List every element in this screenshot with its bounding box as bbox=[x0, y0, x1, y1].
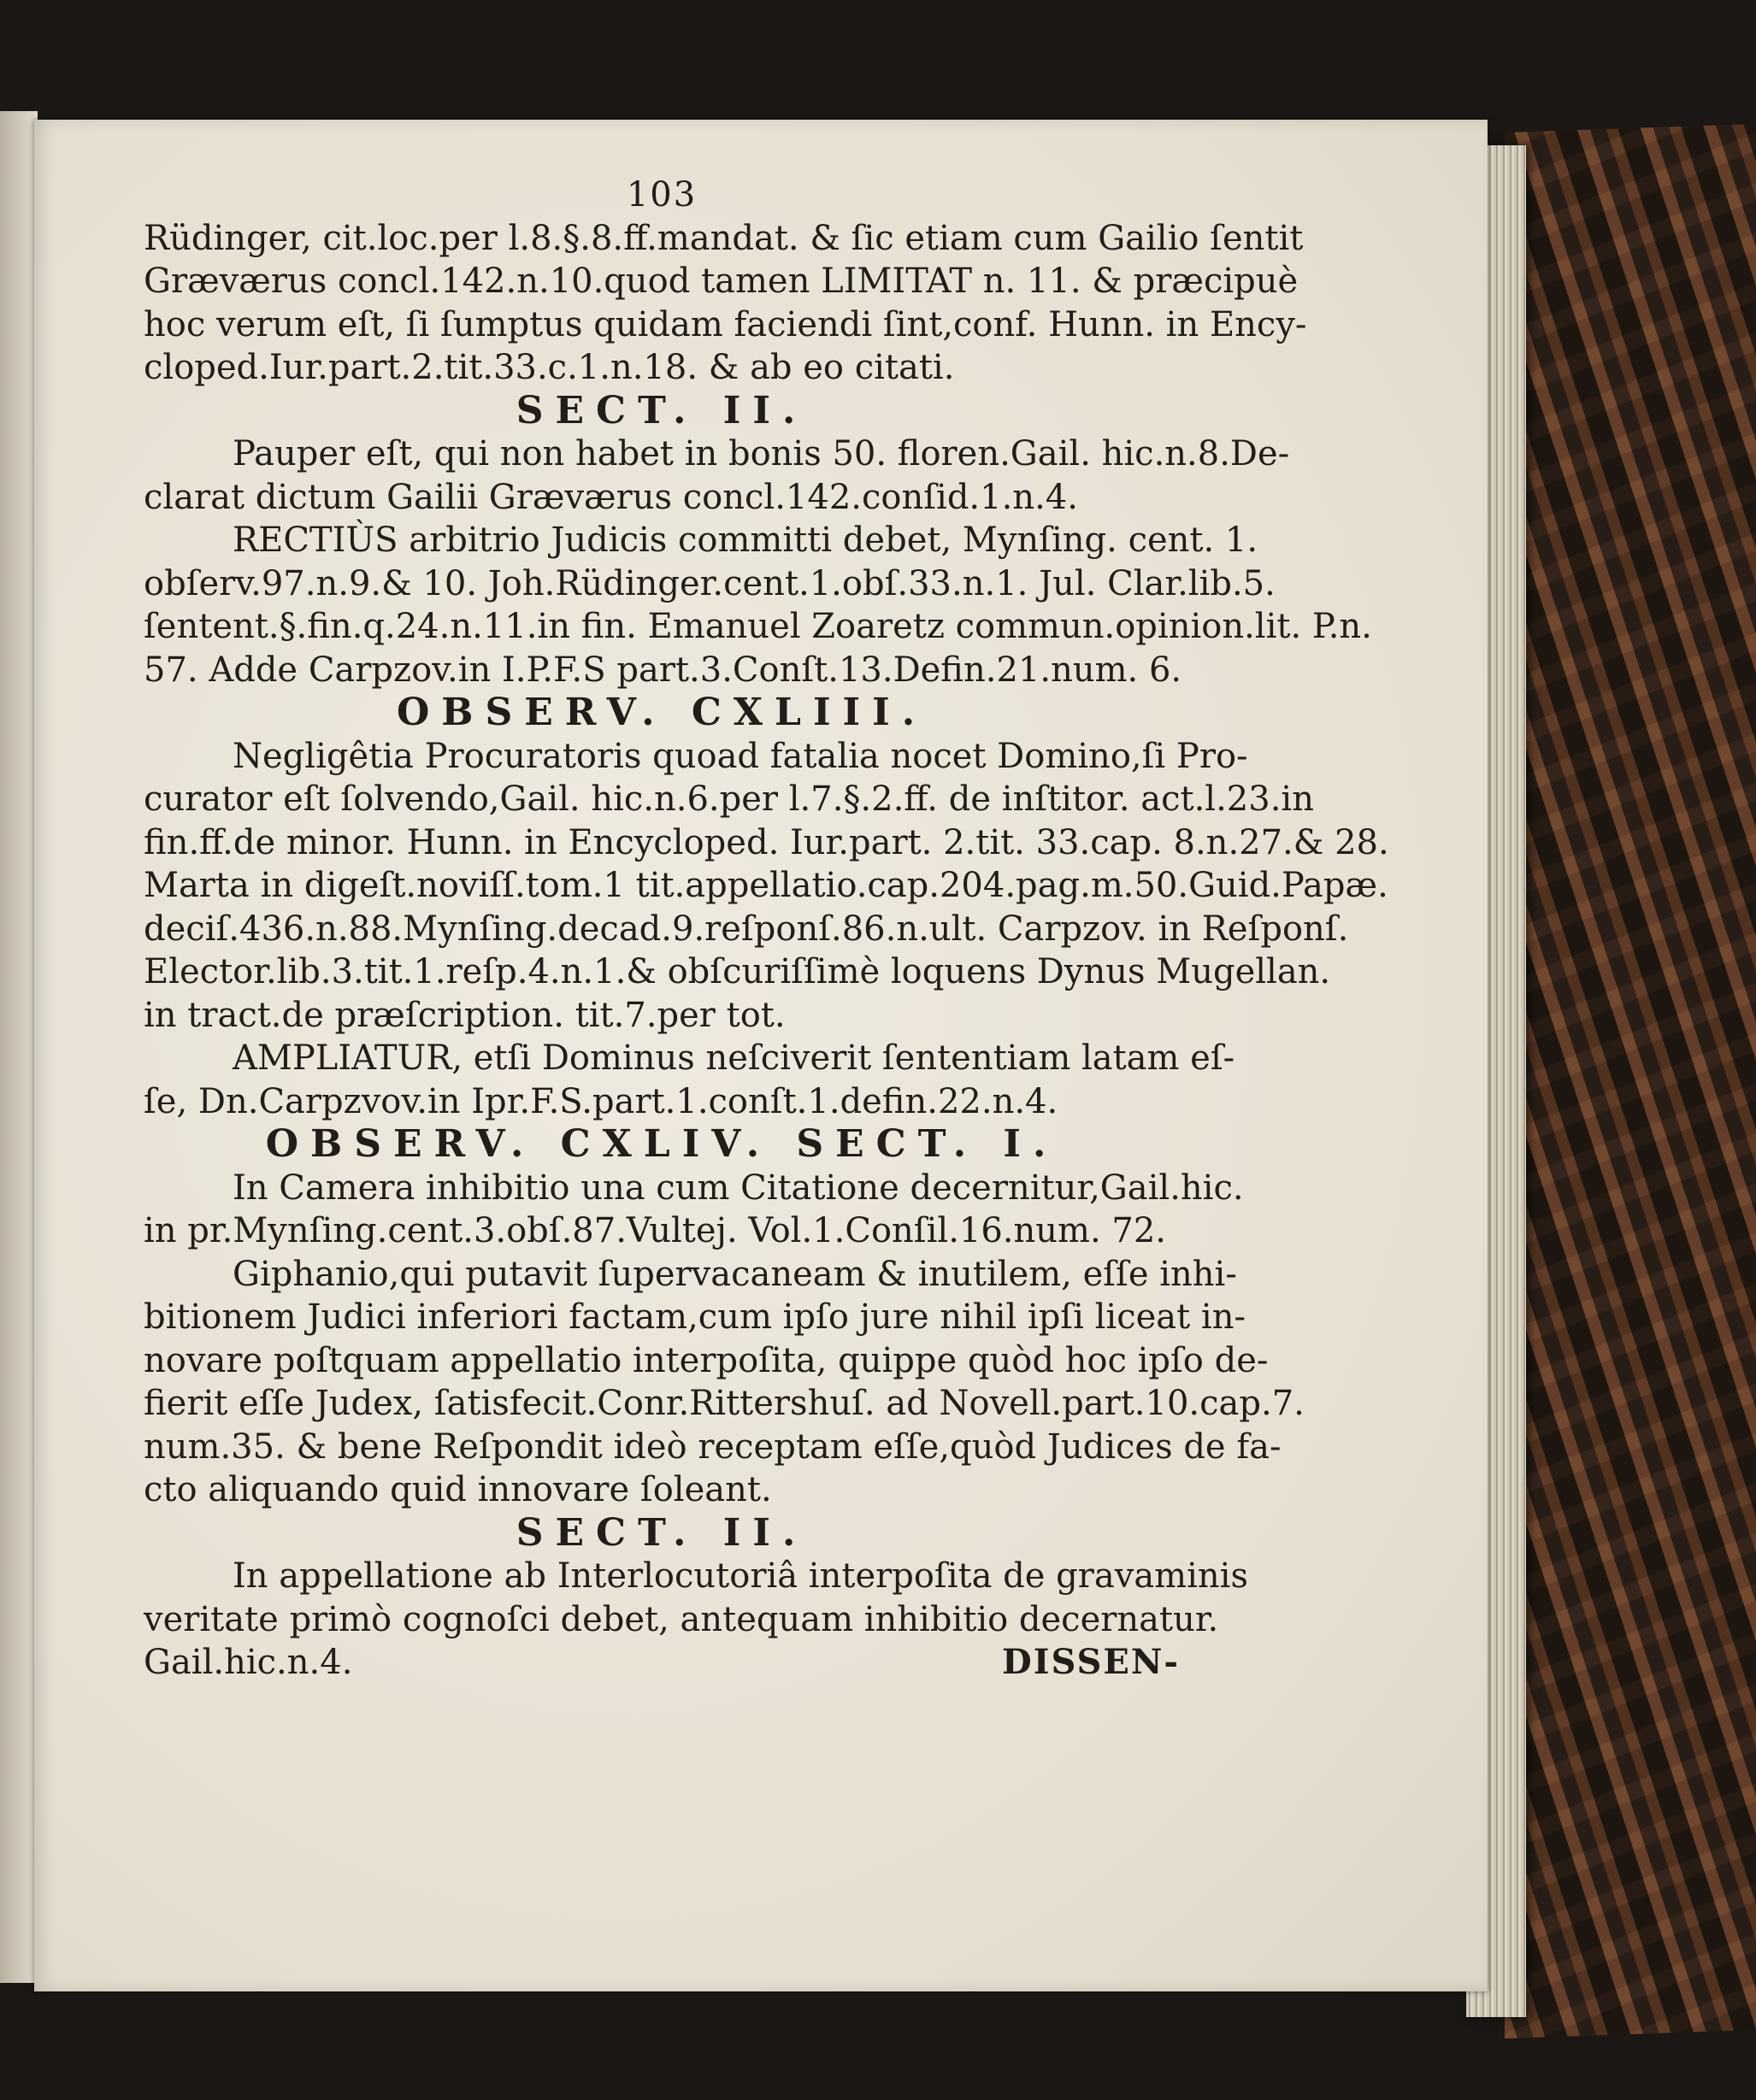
last-line bbox=[144, 1641, 1180, 1685]
text-line: veritate primò cognoſci debet, antequam inhibitio decernatur. bbox=[144, 1599, 1219, 1639]
text-line: fierit eſſe Judex, ſatisfecit.Conr.Rittershuſ. ad Novell.part.10.cap.7. bbox=[144, 1384, 1305, 1423]
text-line: Giphanio,qui putavit ſupervacaneam & inutilem, eſſe inhi- bbox=[233, 1254, 1237, 1294]
text-line: ſentent.§.fin.q.24.n.11.in fin. Emanuel Zoaretz commun.opinion.lit. P.n. bbox=[144, 607, 1372, 646]
text-line: clarat dictum Gailii Græværus concl.142.conſid.1.n.4. bbox=[144, 477, 1078, 517]
text-line: bitionem Judici inferiori factam,cum ipſo jure nihil ipſi liceat in- bbox=[144, 1297, 1246, 1337]
text-line: RECTIÙS arbitrio Judicis committi debet, Mynſing. cent. 1. bbox=[233, 521, 1258, 560]
text-line: In Camera inhibitio una cum Citatione decernitur,Gail.hic. bbox=[233, 1168, 1244, 1208]
text-line: Græværus concl.142.n.10.quod tamen LIMITAT n. 11. & præcipuè bbox=[144, 262, 1299, 301]
text-line: curator eſt ſolvendo,Gail. hic.n.6.per l.7.§.2.ff. de inſtitor. act.l.23.in bbox=[144, 779, 1314, 819]
text-line: cloped.Iur.part.2.tit.33.c.1.n.18. & ab eo citati. bbox=[144, 348, 955, 387]
catchword: DISSEN- bbox=[1002, 1642, 1180, 1682]
facing-page-edge bbox=[0, 111, 38, 1983]
text-line: obſerv.97.n.9.& 10. Joh.Rüdinger.cent.1.obſ.33.n.1. Jul. Clar.lib.5. bbox=[144, 563, 1276, 603]
text-line: Gail.hic.n.4. bbox=[144, 1643, 353, 1682]
text-line: Rüdinger, cit.loc.per l.8.§.8.ff.mandat. & ſic etiam cum Gailio ſentit bbox=[144, 218, 1304, 258]
text-line: 57. Adde Carpzov.in I.P.F.S part.3.Conſt.13.Defin.21.num. 6. bbox=[144, 650, 1182, 690]
text-line: Elector.lib.3.tit.1.reſp.4.n.1.& obſcuriſſimè loquens Dynus Mugellan. bbox=[144, 952, 1331, 991]
text-line: fin.ff.de minor. Hunn. in Encycloped. Iur.part. 2.tit. 33.cap. 8.n.27.& 28. bbox=[144, 822, 1389, 862]
text-line: ſe, Dn.Carpzvov.in Ipr.F.S.part.1.conſt.1.defin.22.n.4. bbox=[144, 1081, 1058, 1121]
text-line: Marta in digeſt.noviſſ.tom.1 tit.appellatio.cap.204.pag.m.50.Guid.Papæ. bbox=[144, 866, 1388, 905]
observation-heading: OBSERV. CXLIV. SECT. I. bbox=[265, 1122, 1058, 1166]
marbled-fore-edge bbox=[1505, 124, 1756, 2038]
text-line: novare poſtquam appellatio interpoſita, quippe quòd hoc ipſo de- bbox=[144, 1340, 1269, 1380]
text-line: hoc verum eſt, ſi ſumptus quidam faciendi ſint,conf. Hunn. in Ency- bbox=[144, 304, 1307, 344]
page-text bbox=[144, 174, 1389, 1685]
text-line: AMPLIATUR, etſi Dominus neſciverit ſententiam latam eſ- bbox=[233, 1038, 1235, 1078]
section-heading: SECT. II. bbox=[516, 1510, 808, 1555]
text-line: Pauper eſt, qui non habet in bonis 50. floren.Gail. hic.n.8.De- bbox=[233, 434, 1290, 474]
text-line: Negligêtia Procuratoris quoad fatalia nocet Domino,ſi Pro- bbox=[233, 736, 1248, 776]
text-line: num.35. & bene Reſpondit ideò receptam eſſe,quòd Judices de fa- bbox=[144, 1426, 1282, 1467]
text-line: In appellatione ab Interlocutoriâ interpoſita de gravaminis bbox=[233, 1556, 1248, 1596]
text-line: deciſ.436.n.88.Mynſing.decad.9.reſponſ.86.n.ult. Carpzov. in Reſponſ. bbox=[144, 909, 1349, 949]
text-line: in tract.de præſcription. tit.7.per tot. bbox=[144, 995, 786, 1035]
text-line: cto aliquando quid innovare ſoleant. bbox=[144, 1470, 772, 1509]
observation-heading: OBSERV. CXLIII. bbox=[396, 691, 928, 734]
page-number: 103 bbox=[626, 175, 698, 215]
section-heading: SECT. II. bbox=[516, 388, 808, 432]
text-line: in pr.Mynſing.cent.3.obſ.87.Vultej. Vol.1.Conſil.16.num. 72. bbox=[144, 1211, 1167, 1250]
